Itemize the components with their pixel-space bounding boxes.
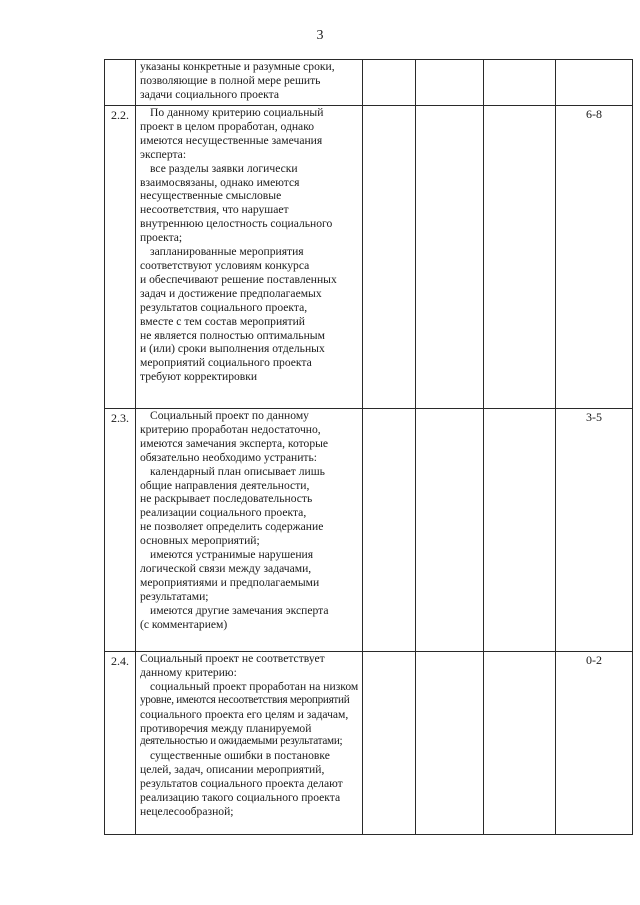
text-line: деятельностью и ожидаемыми результатами; bbox=[140, 735, 343, 748]
text-line: данному критерию: bbox=[140, 665, 237, 679]
text-line: задач и достижение предполагаемых bbox=[140, 286, 322, 300]
row-number: 2.4. bbox=[105, 652, 136, 835]
text-line: вместе с тем состав мероприятий bbox=[140, 314, 305, 328]
text-line: все разделы заявки логически bbox=[150, 161, 298, 175]
empty-cell bbox=[484, 106, 556, 409]
text-line: проекта; bbox=[140, 231, 183, 245]
text-line: общие направления деятельности, bbox=[140, 478, 310, 492]
text-line: уровне, имеются несоответствия мероприятий bbox=[140, 693, 350, 706]
text-line: имеются другие замечания эксперта bbox=[150, 603, 329, 617]
empty-cell bbox=[363, 652, 416, 835]
text-line: проект в целом проработан, однако bbox=[140, 119, 315, 133]
criterion-text bbox=[136, 106, 363, 409]
text-line: обязательно необходимо устранить: bbox=[140, 450, 317, 464]
text-line: противоречия между планируемой bbox=[140, 721, 312, 735]
text-line: целей, задач, описании мероприятий, bbox=[140, 763, 325, 777]
text-line: результатов социального проекта, bbox=[140, 300, 308, 314]
empty-cell bbox=[484, 409, 556, 652]
criteria-table bbox=[104, 59, 633, 835]
text-line: реализации социального проекта, bbox=[140, 506, 307, 520]
text-line: взаимосвязаны, однако имеются bbox=[140, 175, 300, 189]
text-line: и обеспечивают решение поставленных bbox=[140, 272, 337, 286]
empty-cell bbox=[363, 60, 416, 106]
text-line: не позволяет определить содержание bbox=[140, 520, 324, 534]
text-line: результатов социального проекта делают bbox=[140, 777, 343, 791]
row-number: 2.2. bbox=[105, 106, 136, 409]
table-row bbox=[105, 106, 633, 409]
text-line: социальный проект проработан на низком bbox=[150, 679, 359, 693]
score-range: 0-2 bbox=[556, 652, 633, 835]
text-line: задачи социального проекта bbox=[140, 87, 279, 101]
text-line: не является полностью оптимальным bbox=[140, 328, 325, 342]
text-line: соответствуют условиям конкурса bbox=[140, 258, 310, 272]
text-line: нецелесообразной; bbox=[140, 804, 234, 818]
empty-cell bbox=[363, 409, 416, 652]
text-line: не раскрывает последовательность bbox=[140, 492, 313, 506]
text-line: критерию проработан недостаточно, bbox=[140, 422, 321, 436]
criterion-text bbox=[136, 60, 363, 106]
text-line: требуют корректировки bbox=[140, 370, 258, 384]
score-range bbox=[556, 60, 633, 106]
text-line: позволяющие в полной мере решить bbox=[140, 73, 321, 87]
text-line: реализацию такого социального проекта bbox=[140, 791, 341, 805]
text-line: логической связи между задачами, bbox=[140, 561, 312, 575]
page-number: 3 bbox=[316, 28, 324, 43]
text-line: мероприятий социального проекта bbox=[140, 356, 312, 370]
text-line: несоответствия, что нарушает bbox=[140, 203, 289, 217]
text-line: Социальный проект по данному bbox=[150, 409, 309, 422]
text-line: По данному критерию социальный bbox=[150, 106, 324, 119]
criterion-text bbox=[136, 652, 363, 835]
text-line: указаны конкретные и разумные сроки, bbox=[140, 60, 335, 73]
text-line: имеются несущественные замечания bbox=[140, 133, 323, 147]
table-row bbox=[105, 409, 633, 652]
row-number: 2.3. bbox=[105, 409, 136, 652]
empty-cell bbox=[416, 106, 484, 409]
criterion-text bbox=[136, 409, 363, 652]
text-line: календарный план описывает лишь bbox=[150, 464, 325, 478]
empty-cell bbox=[363, 106, 416, 409]
empty-cell bbox=[484, 652, 556, 835]
text-line: запланированные мероприятия bbox=[150, 245, 304, 259]
text-line: имеются устранимые нарушения bbox=[150, 548, 314, 562]
text-line: несущественные смысловые bbox=[140, 189, 282, 203]
text-line: существенные ошибки в постановке bbox=[150, 749, 330, 763]
text-line: (с комментарием) bbox=[140, 617, 228, 631]
text-line: мероприятиями и предполагаемыми bbox=[140, 575, 320, 589]
table-row bbox=[105, 652, 633, 835]
score-range: 3-5 bbox=[556, 409, 633, 652]
text-line: основных мероприятий; bbox=[140, 534, 260, 548]
text-line: эксперта: bbox=[140, 147, 187, 161]
text-line: Социальный проект не соответствует bbox=[140, 652, 325, 665]
empty-cell bbox=[416, 409, 484, 652]
table-row bbox=[105, 60, 633, 106]
text-line: и (или) сроки выполнения отдельных bbox=[140, 342, 325, 356]
empty-cell bbox=[484, 60, 556, 106]
text-line: имеются замечания эксперта, которые bbox=[140, 436, 329, 450]
text-line: социального проекта его целям и задачам, bbox=[140, 707, 349, 721]
row-number bbox=[105, 60, 136, 106]
score-range: 6-8 bbox=[556, 106, 633, 409]
text-line: внутреннюю целостность социального bbox=[140, 217, 333, 231]
text-line: результатами; bbox=[140, 589, 209, 603]
empty-cell bbox=[416, 60, 484, 106]
empty-cell bbox=[416, 652, 484, 835]
